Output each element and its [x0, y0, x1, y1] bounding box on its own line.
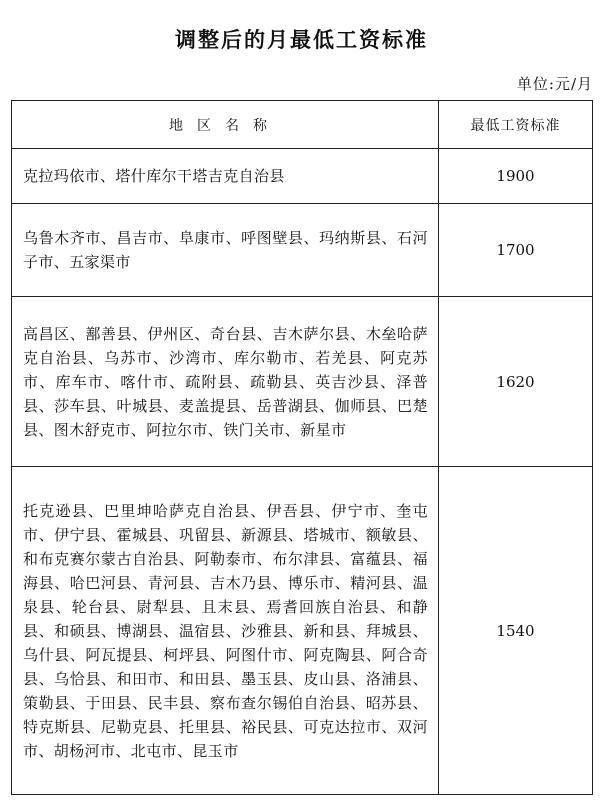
table-row [12, 204, 593, 297]
unit-label: 单位:元/月 [516, 75, 593, 93]
table-header-row [12, 101, 593, 149]
header-region: 地区名称 [12, 101, 439, 149]
table-row [12, 297, 593, 467]
region-cell: 乌鲁木齐市、昌吉市、阜康市、呼图壁县、玛纳斯县、石河子市、五家渠市 [12, 204, 439, 297]
page-title: 调整后的月最低工资标准 [175, 28, 428, 52]
wage-table [11, 100, 593, 795]
header-wage: 最低工资标准 [439, 101, 593, 149]
region-cell: 托克逊县、巴里坤哈萨克自治县、伊吾县、伊宁市、奎屯市、伊宁县、霍城县、巩留县、新源县、塔城市、额敏县、和布克赛尔蒙古自治县、阿勒泰市、布尔津县、富蕴县、福海县、哈巴河县、青河县、吉木乃县、博乐市、精河县、温泉县、轮台县、尉犁县、且末县、焉耆回族自治县、和静县、和硕县、博湖县、温宿县、沙雅县、新和县、拜城县、乌什县、阿瓦提县、柯坪县、阿图什市、阿克陶县、阿合奇县、乌恰县、和田市、和田县、墨玉县、皮山县、洛浦县、策勒县、于田县、民丰县、察布查尔锡伯自治县、昭苏县、特克斯县、尼勒克县、托里县、裕民县、可克达拉市、双河市、胡杨河市、北屯市、昆玉市 [12, 467, 439, 795]
wage-cell: 1900 [439, 149, 593, 204]
table-row [12, 149, 593, 204]
wage-cell: 1700 [439, 204, 593, 297]
wage-cell: 1540 [439, 467, 593, 795]
table-row [12, 467, 593, 795]
region-cell: 克拉玛依市、塔什库尔干塔吉克自治县 [12, 149, 439, 204]
wage-cell: 1620 [439, 297, 593, 467]
region-cell: 高昌区、鄯善县、伊州区、奇台县、吉木萨尔县、木垒哈萨克自治县、乌苏市、沙湾市、库尔勒市、若羌县、阿克苏市、库车市、喀什市、疏附县、疏勒县、英吉沙县、泽普县、莎车县、叶城县、麦盖提县、岳普湖县、伽师县、巴楚县、图木舒克市、阿拉尔市、铁门关市、新星市 [12, 297, 439, 467]
